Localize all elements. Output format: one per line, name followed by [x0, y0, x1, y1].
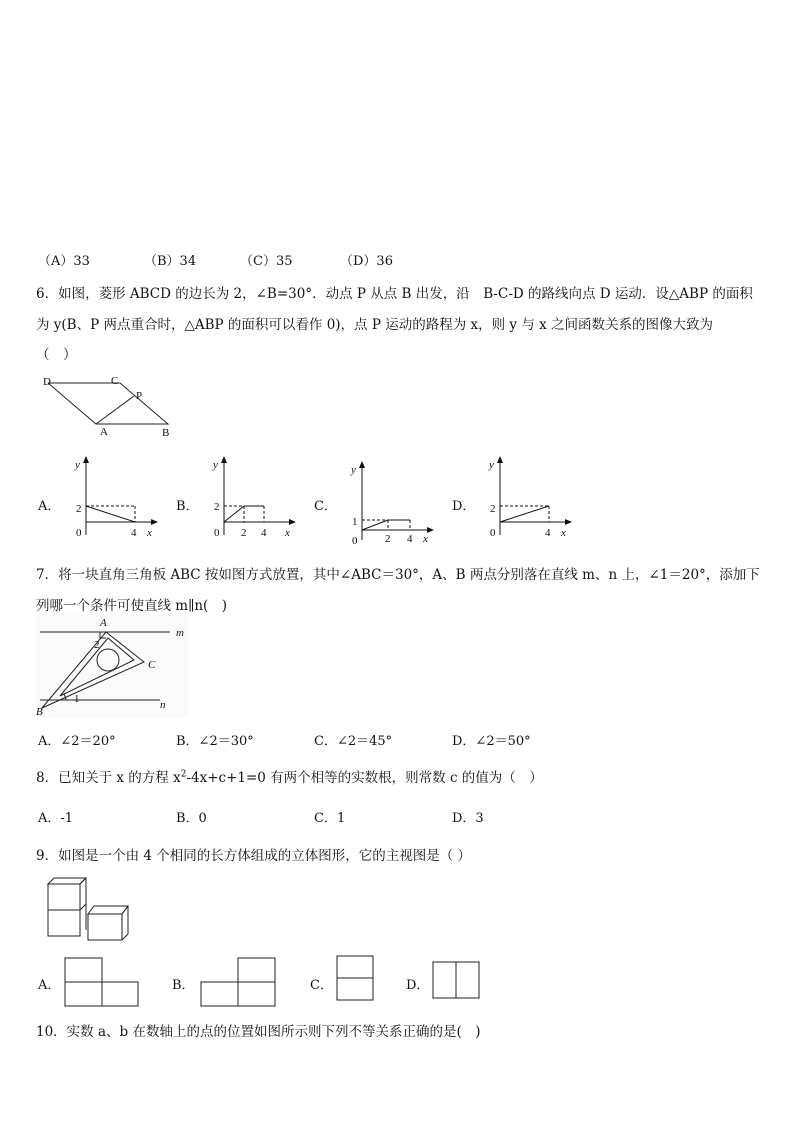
q9-option-c[interactable]: C．: [310, 978, 333, 993]
svg-text:x: x: [561, 527, 566, 539]
label-b: B: [36, 706, 43, 718]
svg-text:4: 4: [131, 527, 137, 539]
q6-graph-d[interactable]: [484, 455, 574, 545]
q5-option-a[interactable]: （A）33: [38, 254, 90, 269]
svg-text:0: 0: [490, 527, 496, 539]
svg-text:x: x: [285, 527, 290, 539]
svg-text:y: y: [489, 459, 494, 471]
svg-text:y: y: [351, 464, 356, 476]
svg-text:0: 0: [214, 527, 220, 539]
svg-text:2: 2: [214, 501, 220, 513]
q6-option-b[interactable]: B．: [176, 499, 199, 514]
q7-text-line1: 7．将一块直角三角板 ABC 按如图方式放置，其中∠ABC＝30°，A、B 两点分别落在直线 m、n 上，∠1＝20°，添加下: [36, 567, 760, 583]
q9-view-a[interactable]: [64, 957, 140, 1009]
svg-text:y: y: [75, 459, 80, 471]
q8-option-b[interactable]: B．0: [176, 811, 207, 826]
q6-text-line1: 6．如图，菱形 ABCD 的边长为 2，∠B=30°．动点 P 从点 B 出发，沿 B-C-D 的路线向点 D 运动．设△ABP 的面积: [36, 286, 753, 302]
label-c: C: [111, 375, 119, 387]
q6-answer-blank: （ ）: [36, 347, 77, 363]
q8-option-d[interactable]: D．3: [452, 811, 484, 826]
q5-option-c[interactable]: （C）35: [240, 254, 293, 269]
q8-option-a[interactable]: A．-1: [38, 811, 74, 826]
angle-1-label: 1: [74, 693, 80, 705]
q6-graph-c[interactable]: [346, 460, 436, 550]
q6-option-d[interactable]: D．: [452, 499, 476, 514]
q6-text-line2: 为 y(B、P 两点重合时，△ABP 的面积可以看作 0)，点 P 运动的路程为 x，则 y 与 x 之间函数关系的图像大致为: [36, 317, 714, 333]
q7-text-line2: 列哪一个条件可使直线 m∥n( ): [36, 598, 228, 614]
q9-option-d[interactable]: D．: [406, 978, 430, 993]
q9-text: 9．如图是一个由 4 个相同的长方体组成的立体图形，它的主视图是（ ）: [36, 848, 472, 864]
q6-graph-b[interactable]: [208, 455, 298, 545]
svg-text:2: 2: [76, 503, 82, 515]
svg-text:2: 2: [385, 533, 391, 545]
label-d: D: [43, 376, 51, 388]
q5-option-d[interactable]: （D）36: [340, 254, 393, 269]
q9-view-c[interactable]: [336, 955, 376, 1003]
svg-text:0: 0: [76, 527, 82, 539]
svg-text:x: x: [147, 527, 152, 539]
label-n: n: [160, 699, 166, 711]
svg-text:2: 2: [490, 503, 496, 515]
q9-view-b[interactable]: [200, 957, 278, 1009]
label-c: C: [148, 659, 156, 671]
q6-graph-a[interactable]: [70, 455, 160, 545]
q9-view-d[interactable]: [432, 961, 482, 1001]
q7-option-d[interactable]: D．∠2＝50°: [452, 734, 531, 749]
svg-text:y: y: [213, 459, 218, 471]
q6-option-c[interactable]: C．: [314, 499, 337, 514]
rhombus-figure: [40, 372, 180, 442]
q10-text: 10．实数 a、b 在数轴上的点的位置如图所示则下列不等关系正确的是( ): [36, 1024, 481, 1040]
svg-text:4: 4: [545, 527, 551, 539]
q8-option-c[interactable]: C．1: [314, 811, 346, 826]
q9-option-a[interactable]: A．: [38, 978, 61, 993]
label-a: A: [100, 426, 108, 438]
svg-text:x: x: [423, 533, 428, 545]
label-p: P: [136, 390, 143, 402]
svg-text:4: 4: [407, 533, 413, 545]
q5-option-b[interactable]: （B）34: [144, 254, 197, 269]
triangle-ruler-figure: [36, 614, 196, 718]
label-m: m: [176, 627, 184, 639]
q7-option-c[interactable]: C．∠2＝45°: [314, 734, 393, 749]
label-a: A: [100, 617, 107, 629]
svg-text:2: 2: [241, 527, 247, 539]
svg-text:4: 4: [261, 527, 267, 539]
q8-text: 8．已知关于 x 的方程 $x^2-4x+c+1=0$ 有两个相等的实数根，则常数 c 的值为（ ）: [36, 769, 543, 786]
q7-option-a[interactable]: A．∠2＝20°: [38, 734, 116, 749]
q9-option-b[interactable]: B．: [172, 978, 195, 993]
svg-text:0: 0: [352, 535, 358, 547]
q6-option-a[interactable]: A．: [38, 499, 61, 514]
angle-2-label: 2: [94, 639, 100, 651]
svg-text:1: 1: [352, 516, 358, 528]
label-b: B: [162, 427, 170, 439]
solid-figure: [40, 876, 132, 942]
q7-option-b[interactable]: B．∠2＝30°: [176, 734, 254, 749]
